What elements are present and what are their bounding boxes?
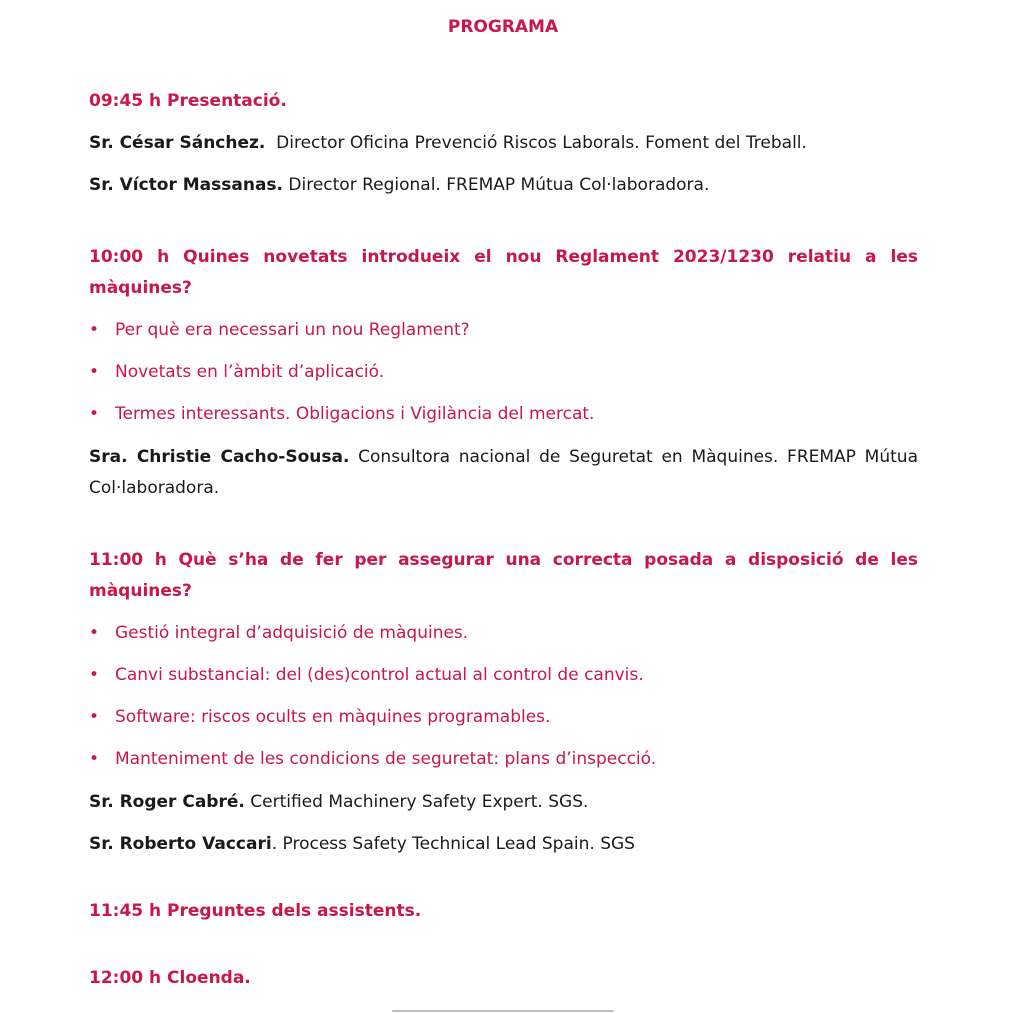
bullet-icon: • xyxy=(89,320,100,340)
list-item-text: Per què era necessari un nou Reglament? xyxy=(115,320,470,340)
session-heading-reglament: 10:00 h Quines novetats introdueix el nou Reglament 2023/1230 relatiu a les xyxy=(89,247,918,267)
bullet-icon: • xyxy=(89,623,100,643)
speaker-name: Sr. César Sánchez. xyxy=(89,133,266,153)
session-heading-preguntes: 11:45 h Preguntes dels assistents. xyxy=(89,901,422,921)
session-heading-presentacio: 09:45 h Presentació. xyxy=(89,91,287,111)
speaker-role: Director Regional. FREMAP Mútua Col·laboradora. xyxy=(283,175,710,195)
session-heading-cloenda: 12:00 h Cloenda. xyxy=(89,968,251,988)
speaker-role: Director Oficina Prevenció Riscos Laborals. Foment del Treball. xyxy=(265,133,807,153)
bullet-icon: • xyxy=(89,404,100,424)
page-title: PROGRAMA xyxy=(447,17,559,37)
speaker-line xyxy=(89,133,918,153)
footer-divider xyxy=(392,1010,614,1012)
speaker-role: . Process Safety Technical Lead Spain. SGS xyxy=(271,834,635,854)
bullet-icon: • xyxy=(89,707,100,727)
speaker-name: Sr. Víctor Massanas. xyxy=(89,175,283,195)
bullet-icon: • xyxy=(89,749,100,769)
speaker-line xyxy=(89,792,918,812)
session-heading-reglament-cont: màquines? xyxy=(89,278,192,298)
session-heading-posada: 11:00 h Què s’ha de fer per assegurar una correcta posada a disposició de les xyxy=(89,550,918,570)
bullet-icon: • xyxy=(89,665,100,685)
list-item-text: Manteniment de les condicions de seguretat: plans d’inspecció. xyxy=(115,749,657,769)
speaker-line xyxy=(89,175,918,195)
list-item-text: Canvi substancial: del (des)control actual al control de canvis. xyxy=(115,665,644,685)
speaker-role: Certified Machinery Safety Expert. SGS. xyxy=(244,792,589,812)
speaker-line xyxy=(89,834,918,854)
speaker-name: Sra. Christie Cacho-Sousa. xyxy=(89,447,350,467)
speaker-name: Sr. Roger Cabré. xyxy=(89,792,245,812)
list-item-text: Software: riscos ocults en màquines programables. xyxy=(115,707,551,727)
list-item-text: Novetats en l’àmbit d’aplicació. xyxy=(115,362,385,382)
list-item-text: Gestió integral d’adquisició de màquines. xyxy=(115,623,469,643)
bullet-icon: • xyxy=(89,362,100,382)
speaker-role: Consultora nacional de Seguretat en Màquines. FREMAP Mútua xyxy=(349,447,918,467)
list-item-text: Termes interessants. Obligacions i Vigilància del mercat. xyxy=(115,404,595,424)
speaker-role-cont: Col·laboradora. xyxy=(89,478,220,498)
speaker-name: Sr. Roberto Vaccari xyxy=(89,834,272,854)
session-heading-posada-cont: màquines? xyxy=(89,581,192,601)
speaker-line xyxy=(89,447,918,467)
